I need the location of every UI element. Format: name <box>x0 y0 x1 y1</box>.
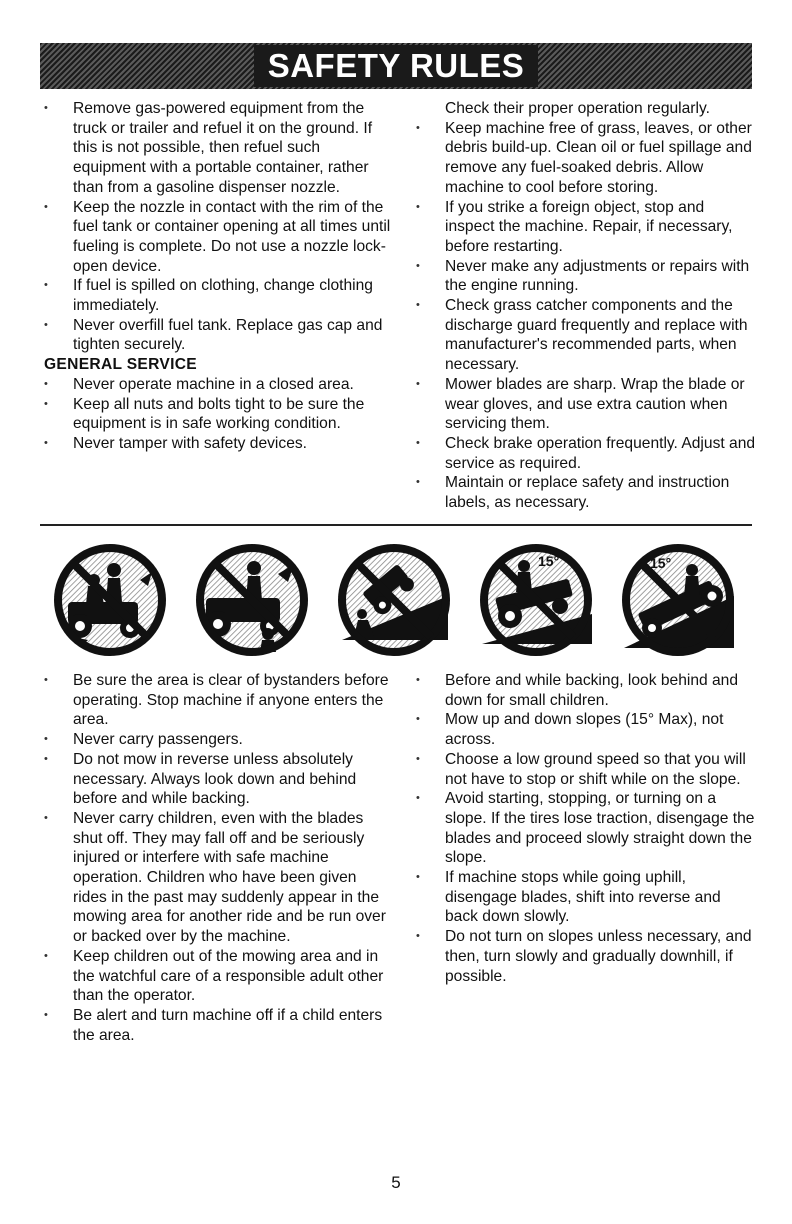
no-slope-over-15-degrees-icon <box>474 540 598 660</box>
list-item: • Never overfill fuel tank. Replace gas cap and tighten securely. <box>44 316 394 355</box>
list-item: • Be sure the area is clear of bystanders before operating. Stop machine if anyone enters the area. <box>44 671 394 730</box>
list-item: • Avoid starting, stopping, or turning on a slope. If the tires lose traction, disengage the blades and proceed slowly straight down the slope. <box>416 789 756 868</box>
list-item: • Mow up and down slopes (15° Max), not across. <box>416 710 756 749</box>
page-title: SAFETY RULES <box>254 45 539 87</box>
top-right-column <box>416 99 756 513</box>
list-item: • Never tamper with safety devices. <box>44 434 394 454</box>
list-item: • Before and while backing, look behind and down for small children. <box>416 671 756 710</box>
service-rules-list <box>416 119 756 513</box>
list-item: • Keep machine free of grass, leaves, or other debris build-up. Clean oil or fuel spillage and remove any fuel-soaked debris. Allow machine to cool before storing. <box>416 119 756 198</box>
continued-text: Check their proper operation regularly. <box>445 100 710 117</box>
operation-rules-list <box>44 671 394 1045</box>
fueling-rules-list <box>44 99 394 355</box>
bottom-left-column <box>44 671 394 1045</box>
list-item: • If machine stops while going uphill, disengage blades, shift into reverse and back down slowly. <box>416 868 756 927</box>
list-item: • Never carry children, even with the blades shut off. They may fall off and be seriously injured or interfere with safe machine operation. Children who have been given rides in the past may suddenly appear in the mowing area for another ride and be run over or backed over by the machine. <box>44 809 394 947</box>
section-heading-general-service: GENERAL SERVICE <box>44 356 197 374</box>
slope-rules-list <box>416 671 756 986</box>
list-item: • Maintain or replace safety and instruction labels, as necessary. <box>416 473 756 512</box>
section-divider <box>40 524 752 526</box>
list-item: • Never carry passengers. <box>44 730 394 750</box>
list-item: • Keep all nuts and bolts tight to be sure the equipment is in safe working condition. <box>44 395 394 434</box>
safety-icon-row <box>48 540 758 660</box>
list-item: • Remove gas-powered equipment from the truck or trailer and refuel it on the ground. If this is not possible, then refuel such equipment with a portable container, rather than from a gasoline dispenser nozzle. <box>44 99 394 198</box>
list-item: • Choose a low ground speed so that you will not have to stop or shift while on the slope. <box>416 750 756 789</box>
header-banner <box>40 43 752 89</box>
bottom-right-column <box>416 671 756 986</box>
list-item: • Keep the nozzle in contact with the rim of the fuel tank or container opening at all times until fueling is complete. Do not use a nozzle lock-open device. <box>44 198 394 277</box>
angle-label: 15° <box>650 555 672 571</box>
list-item: • Mower blades are sharp. Wrap the blade or wear gloves, and use extra caution when servicing them. <box>416 375 756 434</box>
list-item: • Be alert and turn machine off if a child enters the area. <box>44 1006 394 1045</box>
list-item: • If you strike a foreign object, stop and inspect the machine. Repair, if necessary, before restarting. <box>416 198 756 257</box>
no-children-near-mower-icon <box>190 540 314 660</box>
list-item: • Keep children out of the mowing area and in the watchful care of a responsible adult other than the operator. <box>44 947 394 1006</box>
no-mowing-steep-slope-icon <box>332 540 456 660</box>
general-service-list <box>44 375 394 454</box>
no-slope-rollover-icon <box>616 540 740 660</box>
list-item: • Never make any adjustments or repairs with the engine running. <box>416 257 756 296</box>
list-item: • Check grass catcher components and the discharge guard frequently and replace with manufacturer's recommended parts, when necessary. <box>416 296 756 375</box>
top-left-column <box>44 99 394 454</box>
list-item: • If fuel is spilled on clothing, change clothing immediately. <box>44 276 394 315</box>
list-item: • Do not turn on slopes unless necessary, and then, turn slowly and gradually downhill, if possible. <box>416 927 756 986</box>
list-item: • Never operate machine in a closed area. <box>44 375 394 395</box>
page-number: 5 <box>391 1173 401 1192</box>
no-passengers-icon <box>48 540 172 660</box>
list-item: • Check brake operation frequently. Adjust and service as required. <box>416 434 756 473</box>
angle-label: 15° <box>538 553 560 569</box>
list-item: • Do not mow in reverse unless absolutely necessary. Always look down and behind before and while backing. <box>44 750 394 809</box>
